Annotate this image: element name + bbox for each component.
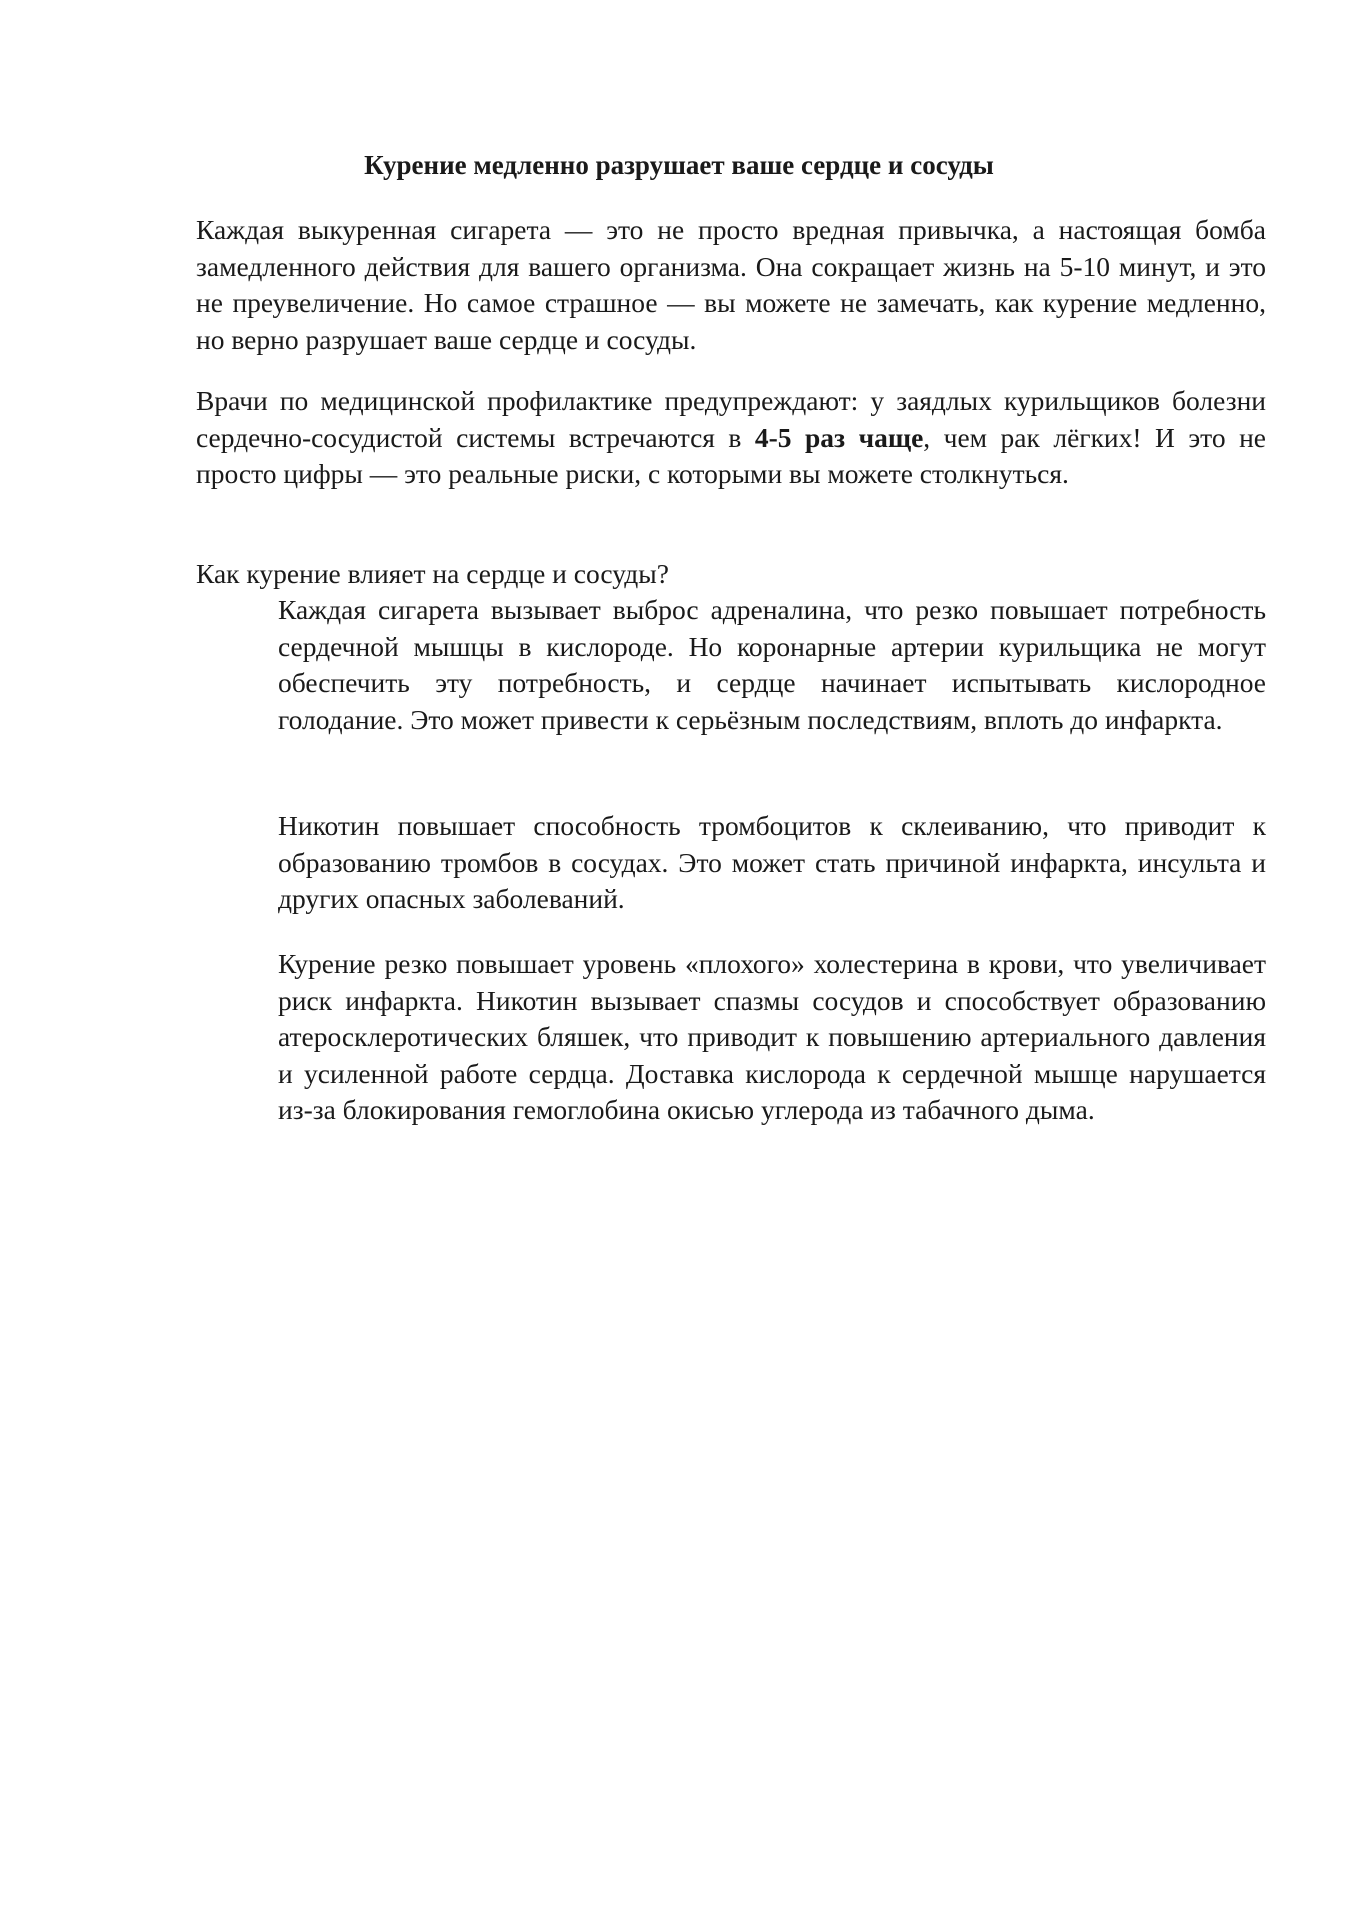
paragraph-text-after: , чем рак лёгких! И это не просто цифры — это реальные риски, с которыми вы можете столкнуться. <box>196 421 1266 489</box>
document-title: Курение медленно разрушает ваше сердце и сосуды <box>364 150 994 180</box>
section-subheading: Как курение влияет на сердце и сосуды? <box>196 558 669 589</box>
intro-paragraph: Каждая выкуренная сигарета — это не просто вредная привычка, а настоящая бомба замедленного действия для вашего организма. Она сокращает жизнь на 5-10 минут, и это не преувеличение. Но самое страшное — вы можете не замечать, как курение медленно, но верно разрушает ваше сердце и сосуды. <box>196 214 1266 355</box>
doctors-warning-paragraph <box>196 383 1266 493</box>
effect-paragraph-cholesterol: Курение резко повышает уровень «плохого» холестерина в крови, что увеличивает риск инфаркта. Никотин вызывает спазмы сосудов и способствует образованию атеросклеротических бляшек, что приводит к повышению артериального давления и усиленной работе сердца. Доставка кислорода к сердечной мышце нарушается из-за блокирования гемоглобина окисью углерода из табачного дыма. <box>278 948 1266 1125</box>
effect-paragraph-thrombosis: Никотин повышает способность тромбоцитов к склеиванию, что приводит к образованию тромбов в сосудах. Это может стать причиной инфаркта, инсульта и других опасных заболеваний. <box>278 810 1266 914</box>
effect-paragraph-adrenaline: Каждая сигарета вызывает выброс адреналина, что резко повышает потребность сердечной мышцы в кислороде. Но коронарные артерии курильщика не могут обеспечить эту потребность, и сердце начинает испытывать кислородное голодание. Это может привести к серьёзным последствиям, вплоть до инфаркта. <box>278 594 1266 735</box>
emphasis-frequency: 4-5 раз чаще <box>754 421 924 453</box>
paragraph-text-before: Врачи по медицинской профилактике предупреждают: у заядлых курильщиков болезни сердечно-сосудистой системы встречаются в <box>196 385 1266 453</box>
